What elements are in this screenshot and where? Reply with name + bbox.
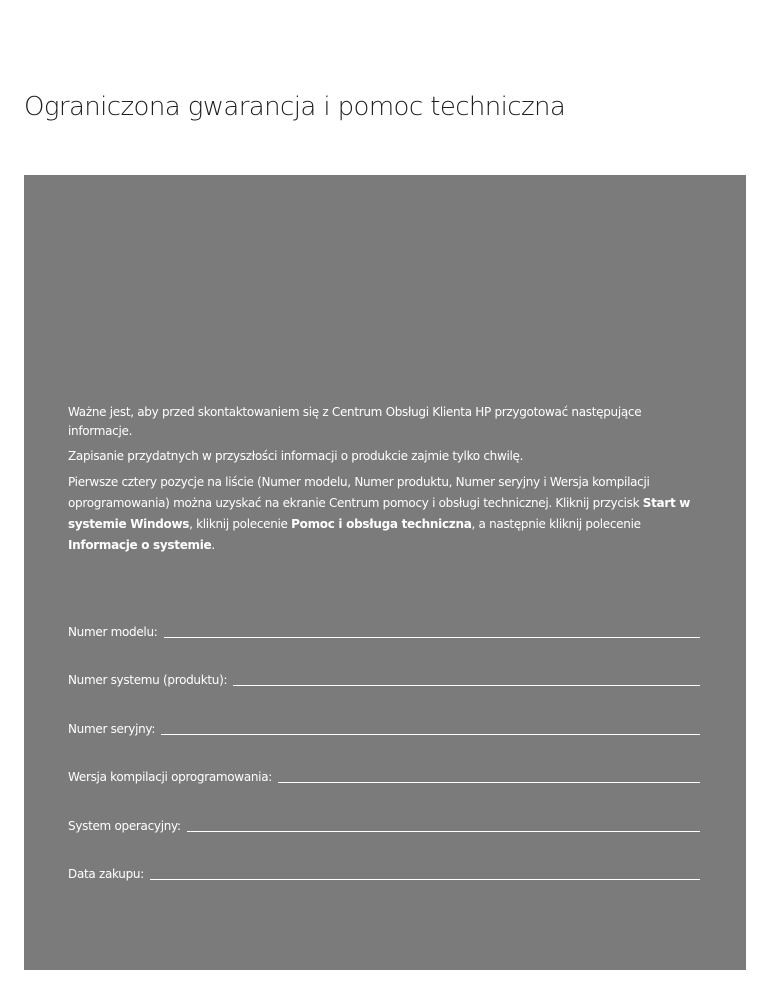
product-number-label: Numer systemu (produktu):: [68, 673, 228, 687]
intro-instructions: [68, 472, 706, 556]
instructions-text-2: , kliknij polecenie: [189, 517, 292, 531]
serial-number-line[interactable]: [161, 734, 700, 735]
software-build-line[interactable]: [278, 782, 700, 783]
serial-number-label: Numer seryjny:: [68, 721, 156, 736]
instructions-bold-start: Start w systemie Windows: [68, 496, 691, 531]
instructions-bold-system-info: Informacje o systemie: [68, 538, 212, 552]
model-number-field: [68, 590, 700, 639]
software-build-label: Wersja kompilacji oprogramowania:: [68, 770, 273, 784]
operating-system-line[interactable]: [187, 831, 700, 832]
product-info-form: [68, 590, 700, 881]
intro-line-2: Zapisanie przydatnych w przyszłości informacji o produkcie zajmie tylko chwilę.: [68, 449, 524, 463]
instructions-text-3: , a następnie kliknij polecenie: [471, 517, 641, 531]
instructions-bold-help: Pomoc i obsługa techniczna: [291, 517, 472, 531]
info-panel: [24, 175, 746, 970]
serial-number-field: [68, 687, 700, 736]
intro-line-1: Ważne jest, aby przed skontaktowaniem się z Centrum Obsługi Klienta HP przygotować następujące informacje.: [68, 405, 642, 438]
instructions-text-4: .: [211, 538, 215, 552]
product-number-field: [68, 639, 700, 688]
software-build-field: [68, 736, 700, 785]
purchase-date-line[interactable]: [150, 879, 700, 880]
purchase-date-field: [68, 833, 700, 882]
purchase-date-label: Data zakupu:: [68, 867, 144, 881]
intro-text: [68, 403, 706, 562]
instructions-text-1: Pierwsze cztery pozycje na liście (Numer modelu, Numer produktu, Numer seryjny i Wersja kompilacji oprogramowania) można uzyskać na ekranie Centrum pomocy i obsługi technicznej. Kliknij przycisk: [68, 475, 650, 510]
model-number-label: Numer modelu:: [68, 624, 158, 639]
page-title: Ograniczona gwarancja i pomoc techniczna: [24, 92, 566, 122]
model-number-line[interactable]: [164, 637, 700, 638]
product-number-line[interactable]: [233, 685, 700, 686]
operating-system-field: [68, 784, 700, 833]
operating-system-label: System operacyjny:: [68, 818, 181, 833]
